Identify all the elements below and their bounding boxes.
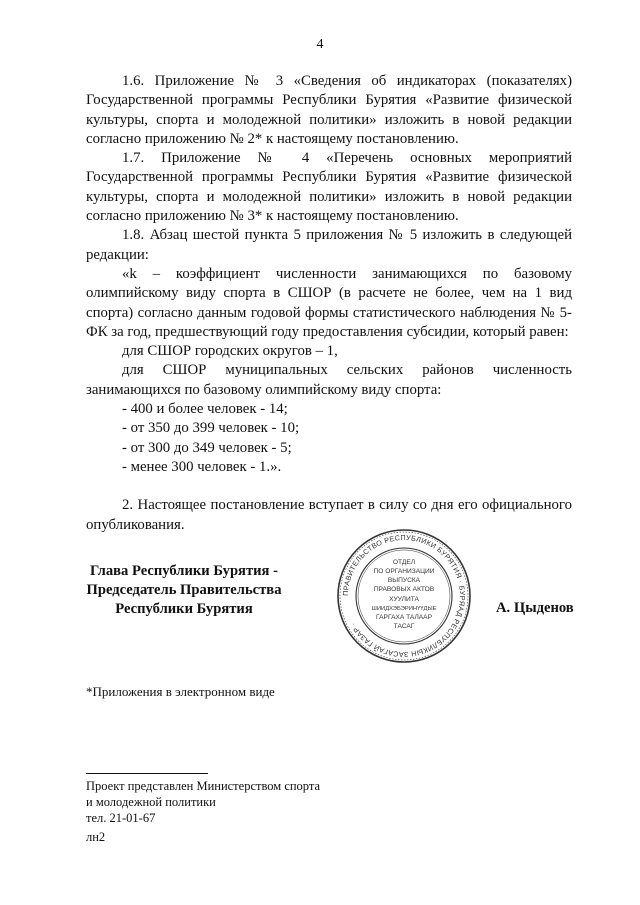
paragraph-1-6: 1.6. Приложение № 3 «Сведения об индикаторах (показателях) Государственной программы Республики Бурятия «Развитие физической культуры, спорта и молодежной политики» изложить в новой редакции согласно приложению № 2* к настоящему постановлению. [86,73,572,147]
paragraph-1-8: 1.8. Абзац шестой пункта 5 приложения № 5 изложить в следующей редакции: [86,227,572,263]
paragraph-rural-districts: для СШОР муниципальных сельских районов численность занимающихся по базовому олимпийскому виду спорта: [86,362,572,398]
seal-line: ОТДЕЛ [392,559,416,566]
list-item: - от 350 до 399 человек - 10; [122,420,300,437]
seal-line: ВЫПУСКА [387,577,421,584]
page-number: 4 [316,37,324,52]
footer-divider [86,773,208,774]
signer-title-line: Республики Бурятия [115,601,253,617]
paragraph-2: 2. Настоящее постановление вступает в силу со дня его официального опубликования. [86,497,572,533]
document-code: лн2 [86,830,106,844]
footer-phone: тел. 21-01-67 [86,811,156,826]
official-seal-stamp [336,528,472,664]
signer-title [80,562,288,619]
paragraph-city-districts: для СШОР городских округов – 1, [122,343,338,360]
footer-line: Проект представлен Министерством спорта [86,779,321,793]
footer-note [86,778,320,827]
seal-line: ТАСАГ [393,623,415,630]
list-item: - от 300 до 349 человек - 5; [122,439,292,456]
attachment-note: *Приложения в электронном виде [86,684,275,699]
document-body [86,72,572,535]
seal-line: ХУУЛИТА [389,596,419,603]
list-item: - менее 300 человек - 1.». [122,458,282,475]
list-item: - 400 и более человек - 14; [122,401,288,418]
seal-ring-text: ПРАВИТЕЛЬСТВО РЕСПУБЛИКИ БУРЯТИЯ · БУРЯАД РЕСПУБЛИКЫН ЗАСАГАЙ ГАЗАР · [340,532,468,660]
paragraph-1-7: 1.7. Приложение № 4 «Перечень основных мероприятий Государственной программы Республики Бурятия «Развитие физической культуры, спорта и молодежной политики» изложить в новой редакции согласно приложению № 3* к настоящему постановлению. [86,150,572,225]
paragraph-coefficient: «k – коэффициент численности занимающихся по базовому олимпийскому виду спорта в СШОР (в расчете не более, чем на 1 вид спорта) согласно данным годовой формы статистического наблюдения № 5-ФК за год, предшествующий году предоставления субсидии, который равен: [86,265,572,340]
seal-line: ПРАВОВЫХ АКТОВ [373,586,435,593]
signer-name: А. Цыденов [496,600,574,616]
seal-line: ПО ОРГАНИЗАЦИИ [373,568,435,575]
seal-line: ГАРГАХА ТАЛААР [376,614,432,621]
signer-title-line: Председатель Правительства [86,582,282,598]
signer-title-line: Глава Республики Бурятия - [90,563,278,579]
seal-line: ШИИДХЭБЭРИНҮҮДЫЕ [371,606,437,612]
footer-line: и молодежной политики [86,795,216,810]
